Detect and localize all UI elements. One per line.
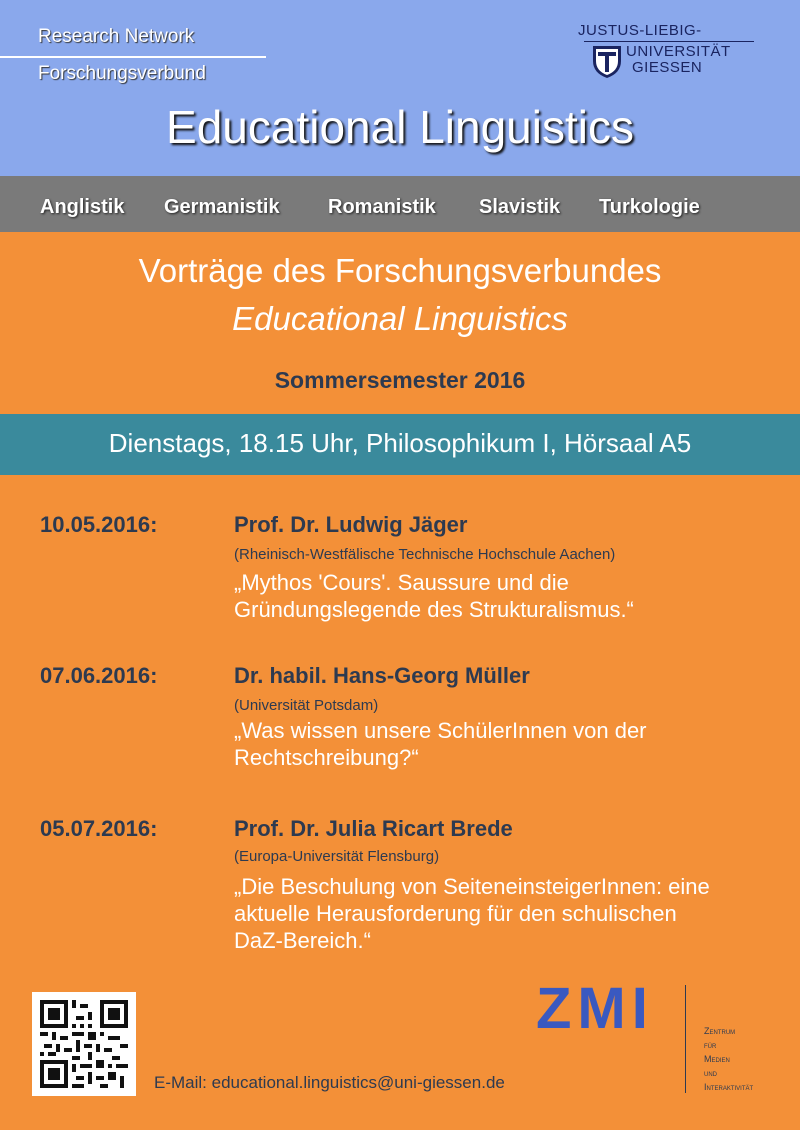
subject-slavistik: Slavistik	[479, 196, 561, 218]
university-logo	[578, 22, 756, 82]
lecture-series-subheading: Educational Linguistics	[232, 300, 568, 337]
zmi-wordmark	[704, 1024, 753, 1094]
lecture-title-line: aktuelle Herausforderung für den schulischen	[234, 901, 677, 926]
network-label-en: Research Network	[38, 26, 195, 47]
subject-turkologie: Turkologie	[599, 196, 700, 218]
email-label: E-Mail:	[154, 1073, 207, 1092]
lecture-date: 07.06.2016:	[40, 663, 158, 688]
lecture-date: 10.05.2016:	[40, 512, 158, 537]
university-line1: JUSTUS-LIEBIG-	[578, 22, 702, 39]
lecture-title	[234, 873, 710, 954]
lecture-title-line: Gründungslegende des Strukturalismus.“	[234, 597, 634, 622]
semester-label: Sommersemester 2016	[274, 367, 526, 393]
lecture-institution: (Rheinisch-Westfälische Technische Hochschule Aachen)	[234, 546, 616, 563]
subjects-band	[0, 176, 800, 232]
qr-code[interactable]	[32, 992, 136, 1096]
schedule-band	[0, 414, 800, 475]
network-label-de: Forschungsverbund	[38, 63, 206, 84]
zmi-word: für	[704, 1040, 717, 1050]
zmi-logo: ZMI	[536, 976, 654, 1041]
lecture-series-heading: Vorträge des Forschungsverbundes	[138, 252, 662, 289]
schedule-text: Dienstags, 18.15 Uhr, Philosophikum I, Hörsaal A5	[108, 428, 692, 458]
university-rule	[584, 41, 754, 42]
lecture-date: 05.07.2016:	[40, 816, 158, 841]
lecture-institution: (Universität Potsdam)	[234, 697, 379, 714]
zmi-divider	[685, 985, 686, 1093]
lecture-speaker: Prof. Dr. Ludwig Jäger	[234, 512, 468, 537]
page-title: Educational Linguistics	[166, 101, 634, 153]
lecture-title	[234, 569, 634, 623]
qr-code-icon	[40, 1000, 128, 1088]
university-shield-icon	[592, 45, 622, 79]
zmi-word: und	[704, 1068, 717, 1078]
lecture-title-line: Rechtschreibung?“	[234, 745, 419, 770]
lecture-institution: (Europa-Universität Flensburg)	[234, 848, 440, 865]
lecture-title-line: „Mythos 'Cours'. Saussure und die	[234, 570, 569, 595]
lecture-title	[234, 717, 647, 771]
university-line3: GIESSEN	[632, 59, 703, 76]
subject-anglistik: Anglistik	[40, 196, 125, 218]
email-link[interactable]: educational.linguistics@uni-giessen.de	[211, 1073, 505, 1092]
lecture-title-line: „Die Beschulung von SeiteneinsteigerInnen: eine	[234, 874, 710, 899]
network-divider	[0, 56, 266, 58]
lecture-speaker: Dr. habil. Hans-Georg Müller	[234, 663, 530, 688]
header-band	[0, 0, 800, 176]
email-line	[154, 1073, 505, 1093]
lecture-speaker: Prof. Dr. Julia Ricart Brede	[234, 816, 513, 841]
lecture-title-line: „Was wissen unsere SchülerInnen von der	[234, 718, 647, 743]
subject-germanistik: Germanistik	[164, 196, 280, 218]
zmi-word: Interaktivität	[704, 1082, 754, 1092]
zmi-word: Zentrum	[704, 1026, 736, 1036]
lecture-title-line: DaZ-Bereich.“	[234, 928, 371, 953]
zmi-word: Medien	[704, 1054, 730, 1064]
university-line2: UNIVERSITÄT	[626, 43, 731, 60]
subject-romanistik: Romanistik	[328, 196, 436, 218]
